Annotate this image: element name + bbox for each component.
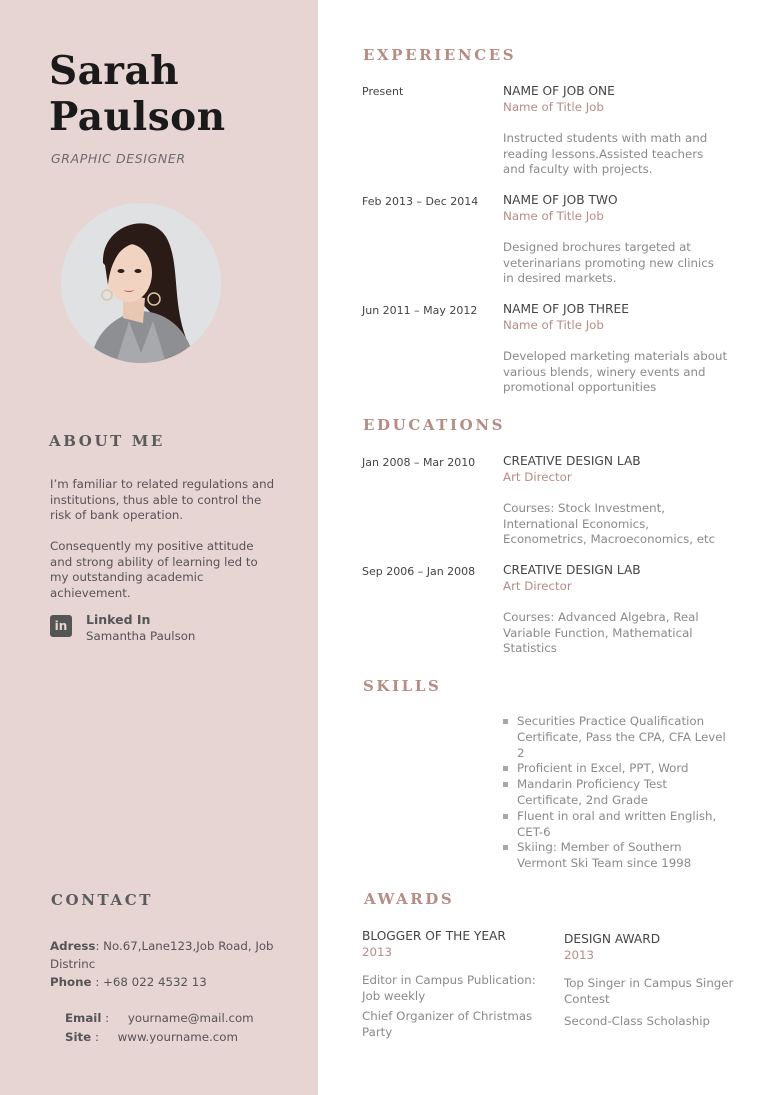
profile-name (49, 48, 226, 140)
experience-title: NAME OF JOB ONE (503, 84, 615, 98)
contact-heading: CONTACT (51, 891, 153, 909)
site-value[interactable]: : www.yourname.com (94, 1030, 238, 1044)
first-name: Sarah (49, 48, 180, 94)
award-year: 2013 (362, 945, 393, 959)
experience-title: NAME OF JOB TWO (503, 193, 618, 207)
avatar (61, 203, 221, 363)
linkedin-name: Samantha Paulson (86, 629, 196, 643)
experience-subtitle: Name of Title Job (503, 100, 604, 114)
email-value[interactable]: : yourname@mail.com (105, 1011, 254, 1025)
education-subtitle: Art Director (503, 470, 572, 484)
experience-subtitle: Name of Title Job (503, 209, 604, 223)
sidebar (0, 0, 318, 1095)
experiences-heading: EXPERIENCES (363, 46, 517, 64)
about-paragraph-1: I’m familiar to related regulations and institutions, thus able to control the risk of bank operation. (50, 477, 275, 522)
experience-description: Instructed students with math and reading lessons.Assisted teachers and faculty with projects. (503, 131, 708, 177)
linkedin-title[interactable]: Linked In (86, 612, 151, 627)
phone-value: : +68 022 4532 13 (95, 975, 207, 989)
linkedin-icon[interactable]: in (50, 615, 72, 637)
phone-label: Phone (50, 975, 92, 989)
address-label: Adress (50, 939, 96, 953)
award-year: 2013 (564, 948, 595, 962)
education-description: Courses: Advanced Algebra, Real Variable Function, Mathematical Statistics (503, 610, 699, 656)
education-title: CREATIVE DESIGN LAB (503, 454, 641, 468)
skills-list (503, 714, 728, 872)
skill-item: Skiing: Member of Southern Vermont Ski Team since 1998 (503, 840, 728, 872)
portrait-image (61, 203, 221, 363)
educations-heading: EDUCATIONS (363, 416, 506, 434)
experience-date: Present (362, 85, 404, 98)
award-line: Second-Class Scholaship (564, 1014, 711, 1028)
education-description: Courses: Stock Investment, International Economics, Econometrics, Macroeconomics, etc (503, 501, 716, 547)
address-value: : No.67,Lane123,Job Road, Job Distrinc (50, 939, 274, 971)
experience-date: Jun 2011 – May 2012 (362, 304, 478, 317)
awards-heading: AWARDS (364, 890, 455, 908)
education-title: CREATIVE DESIGN LAB (503, 563, 641, 577)
experience-title: NAME OF JOB THREE (503, 302, 629, 316)
experience-description: Designed brochures targeted at veterinarians promoting new clinics in desired markets. (503, 240, 714, 286)
skill-item: Fluent in oral and written English, CET-6 (503, 809, 728, 841)
award-title: DESIGN AWARD (564, 932, 661, 946)
education-subtitle: Art Director (503, 579, 572, 593)
experience-date: Feb 2013 – Dec 2014 (362, 195, 479, 208)
last-name: Paulson (49, 94, 226, 140)
site-label: Site (65, 1030, 92, 1044)
award-line: Top Singer in Campus Singer Contest (564, 976, 734, 1006)
award-title: BLOGGER OF THE YEAR (362, 929, 506, 943)
contact-phone (50, 973, 207, 991)
education-date: Jan 2008 – Mar 2010 (362, 456, 476, 469)
about-paragraph-2: Consequently my positive attitude and strong ability of learning led to my outstanding academic achievement. (50, 539, 258, 600)
contact-address (50, 937, 290, 973)
profile-role: GRAPHIC DESIGNER (51, 151, 186, 166)
skill-item: Securities Practice Qualification Certificate, Pass the CPA, CFA Level 2 (503, 714, 728, 761)
experience-description: Developed marketing materials about various blends, winery events and promotional opportunities (503, 349, 728, 395)
award-line: Chief Organizer of Christmas Party (362, 1009, 533, 1039)
contact-site (50, 1010, 238, 1064)
award-line: Editor in Campus Publication: Job weekly (362, 973, 536, 1003)
skill-item: Proficient in Excel, PPT, Word (503, 761, 728, 777)
experience-subtitle: Name of Title Job (503, 318, 604, 332)
about-heading: ABOUT ME (49, 432, 165, 450)
education-date: Sep 2006 – Jan 2008 (362, 565, 476, 578)
email-label: Email (65, 1011, 102, 1025)
skill-item: Mandarin Proficiency Test Certificate, 2nd Grade (503, 777, 728, 809)
skills-heading: SKILLS (363, 677, 442, 695)
